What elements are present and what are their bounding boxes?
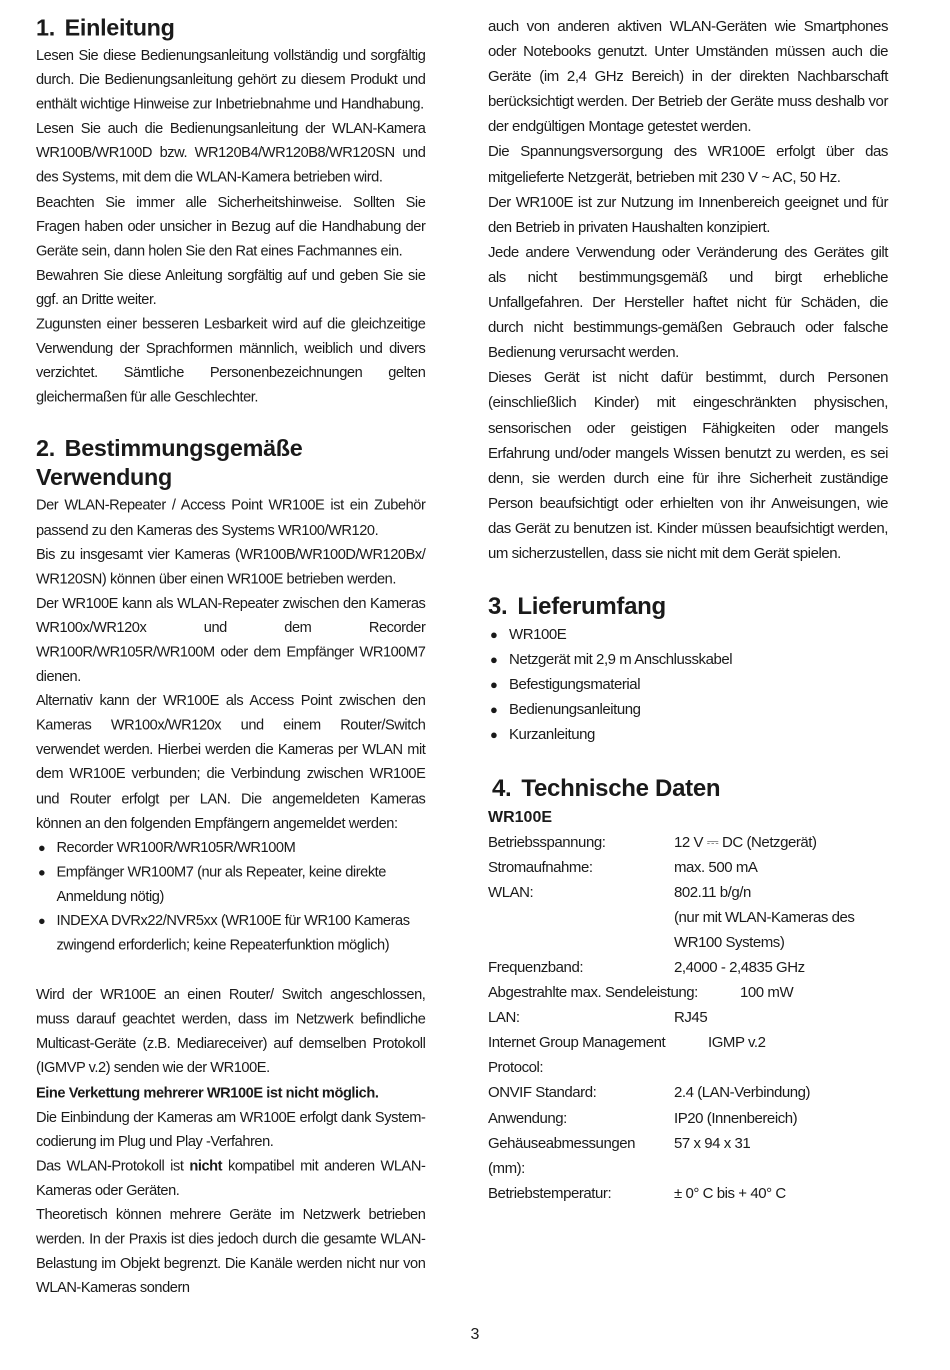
paragraph: Bis zu insgesamt vier Kameras (WR100B/WR100D/WR120Bx/ WR120SN) können über einen WR100E betrieben werden. <box>36 546 426 588</box>
bullet-icon: ● <box>490 627 498 643</box>
list-item: ● WR100E <box>488 622 888 647</box>
list-item: ● INDEXA DVRx22/NVR5xx (WR100E für WR100 Kameras zwingend erforderlich; keine Repeaterfunktion möglich) <box>36 909 425 958</box>
spec-label: Internet Group Management Protocol: <box>488 1034 666 1077</box>
spec-label: Betriebsspannung: <box>488 833 606 851</box>
section-heading-usage: 2. Bestimmungsgemäße Verwendung <box>36 435 303 492</box>
spec-value: RJ45 <box>674 1009 708 1027</box>
spec-row <box>488 1181 888 1206</box>
spec-row <box>488 855 888 880</box>
list-item: ● Recorder WR100R/WR105R/WR100M <box>36 835 425 859</box>
bullet-icon: ● <box>37 840 46 855</box>
spec-row <box>488 1106 888 1131</box>
spec-value: 12 V ⎓ DC (Netzgerät) <box>674 833 817 851</box>
list-item: ● Kurzanleitung <box>488 722 888 747</box>
receiver-list <box>36 835 425 957</box>
spec-label <box>488 905 674 930</box>
spec-label: Gehäuseabmessungen (mm): <box>488 1134 636 1177</box>
paragraph: Der WR100E ist zur Nutzung im Innenbereich geeignet und für den Betrieb in privaten Haushalten konzipiert. <box>488 193 888 236</box>
spec-value: ± 0° C bis + 40° C <box>674 1184 786 1202</box>
right-column <box>488 14 888 1206</box>
paragraph: Wird der WR100E an einen Router/ Switch angeschlossen, muss darauf geachtet werden, dass im Netzwerk befindliche Multicast-Geräte (z.B. Mediareceiver) auf demselben Protokoll (IGMVP v.2) senden wie der WR100E. <box>36 986 426 1077</box>
spec-value: 802.11 b/g/n <box>674 883 751 901</box>
spec-value: 2,4000 - 2,4835 GHz <box>674 959 805 976</box>
spec-row <box>488 1131 888 1181</box>
paragraph: Beachten Sie immer alle Sicherheitshinweise. Sollten Sie Fragen haben oder unsicher in Bezug auf die Handhabung der Geräte sein, dann holen Sie den Rat eines Fachmannes ein. <box>36 193 426 260</box>
spec-row <box>488 830 888 855</box>
section-heading-delivery: 3. Lieferumfang <box>488 593 666 621</box>
paragraph: Dieses Gerät ist nicht dafür bestimmt, durch Personen (einschließlich Kinder) mit eingeschränkten physischen, sensorischen oder geistigen Fähigkeiten oder mangels Erfahrung und/oder mangels Wissen benutzt zu werden, es sei denn, sie werden durch eine für ihre Sicherheit zuständige Person beaufsichtigt oder erhielten von ihr Anweisungen, wie das Gerät zu benutzen ist. Kinder müssen beaufsichtigt werden, um sicherzustellen, dass sie nicht mit dem Gerät spielen. <box>488 369 888 562</box>
bullet-icon: ● <box>37 864 46 880</box>
bullet-icon: ● <box>490 652 498 668</box>
paragraph: Das WLAN-Protokoll ist nicht kompatibel mit anderen WLAN-Kameras oder Geräten. <box>36 1157 426 1199</box>
paragraph: Lesen Sie auch die Bedienungsanleitung der WLAN-Kamera WR100B/WR100D bzw. WR120B4/WR120B8/WR120SN und des Systems, mit dem die WLAN-Kamera betrieben wird. <box>36 120 426 186</box>
spec-row <box>488 1030 888 1080</box>
list-item: ● Bedienungsanleitung <box>488 697 888 722</box>
bullet-icon: ● <box>490 727 498 743</box>
list-item: ● Empfänger WR100M7 (nur als Repeater, keine direkte Anmeldung nötig) <box>36 860 425 909</box>
paragraph-continued: auch von anderen aktiven WLAN-Geräten wie Smartphones oder Notebooks genutzt. Unter Umständen müssen auch die Geräte (im 2,4 GHz Bereich) in der direkten Nachbarschaft berücksichtigt werden. Der Betrieb der Geräte muss deshalb vor der endgültigen Montage getestet werden. <box>488 18 888 136</box>
paragraph: Die Spannungsversorgung des WR100E erfolgt über das mitgelieferte Netzgerät, betrieben mit 230 V ~ AC, 50 Hz. <box>488 143 888 186</box>
spec-row <box>488 905 888 930</box>
spec-row <box>488 880 888 905</box>
spec-value: IGMP v.2 <box>708 1034 766 1052</box>
list-item: ● Befestigungsmaterial <box>488 672 888 697</box>
spec-label <box>488 930 674 955</box>
bullet-icon: ● <box>490 702 498 718</box>
paragraph: Lesen Sie diese Bedienungsanleitung vollständig und sorgfältig durch. Die Bedienungsanleitung gehört zu diesem Produkt und enthält wichtige Hinweise zur Inbetriebnahme und Handhabung. <box>36 47 426 113</box>
bullet-icon: ● <box>490 677 498 693</box>
spec-value: IP20 (Innenbereich) <box>674 1109 798 1127</box>
spec-value: max. 500 mA <box>674 858 758 876</box>
spec-row <box>488 1005 888 1030</box>
spec-label: Abgestrahlte max. Sendeleistung: <box>488 984 698 1002</box>
section-heading-specs: 4. Technische Daten <box>492 774 721 802</box>
spec-label: WLAN: <box>488 883 534 901</box>
spec-label: ONVIF Standard: <box>488 1084 597 1102</box>
spec-value: 57 x 94 x 31 <box>674 1134 751 1152</box>
spec-row <box>488 1080 888 1105</box>
list-item: ● Netzgerät mit 2,9 m Anschlusskabel <box>488 647 888 672</box>
paragraph: Zugunsten einer besseren Lesbarkeit wird auf die gleichzeitige Verwendung der Sprachformen männlich, weiblich und divers verzichtet. Sämtliche Personenbezeichnungen gelten gleichermaßen für alle Geschlechter. <box>36 315 426 406</box>
page-number: 3 <box>470 1326 480 1343</box>
spec-row <box>488 930 888 955</box>
bullet-icon: ● <box>37 913 46 929</box>
spec-value: (nur mit WLAN-Kameras des <box>674 908 855 926</box>
spec-row <box>488 955 888 980</box>
spec-value: 2.4 (LAN-Verbindung) <box>674 1084 811 1102</box>
paragraph: Bewahren Sie diese Anleitung sorgfältig auf und geben Sie sie ggf. an Dritte weiter. <box>36 266 426 308</box>
spec-label: LAN: <box>488 1009 520 1027</box>
spec-value: WR100 Systems) <box>674 933 785 951</box>
paragraph: Der WLAN-Repeater / Access Point WR100E ist ein Zubehör passend zu den Kameras des Systems WR100/WR120. <box>36 497 426 539</box>
spec-model: WR100E <box>488 808 553 826</box>
section-heading-intro: 1. Einleitung <box>36 14 175 42</box>
paragraph: Jede andere Verwendung oder Veränderung des Gerätes gilt als nicht bestimmungsgemäß und birgt erhebliche Unfallgefahren. Der Hersteller haftet nicht für Schäden, die durch nicht bestimmungs-gemäßen Gebrauch oder falsche Bedienung verursacht werden. <box>488 243 888 362</box>
spec-value: 100 mW <box>740 984 794 1002</box>
paragraph: Alternativ kann der WR100E als Access Point zwischen den Kameras WR100x/WR120x und einem Router/Switch verwendet werden. Hierbei werden die Kameras per WLAN mit dem WR100E verbunden; die Verbindung zwischen WR100E und Router erfolgt per LAN. Die angemeldeten Kameras können an den folgenden Empfängern angemeldet werden: <box>36 692 426 832</box>
spec-label: Stromaufnahme: <box>488 858 593 876</box>
paragraph: Theoretisch können mehrere Geräte im Netzwerk betrieben werden. In der Praxis ist dies jedoch durch die gesamte WLAN-Belastung im Objekt begrenzt. Die Kanäle werden nicht nur von WLAN-Kameras sondern <box>36 1206 426 1297</box>
delivery-list <box>488 622 888 747</box>
spec-label: Betriebstemperatur: <box>488 1184 612 1202</box>
paragraph: Die Einbindung der Kameras am WR100E erfolgt dank System-codierung im Plug und Play -Verfahren. <box>36 1108 426 1150</box>
spec-label: Anwendung: <box>488 1109 567 1127</box>
spec-label: Frequenzband: <box>488 959 584 976</box>
spec-row <box>488 980 888 1005</box>
left-column <box>36 14 425 1300</box>
paragraph: Der WR100E kann als WLAN-Repeater zwischen den Kameras WR100x/WR120x und dem Recorder WR100R/WR105R/WR100M oder dem Empfänger WR100M7 dienen. <box>36 594 426 685</box>
spec-table <box>488 830 888 1206</box>
bold-notice: Eine Verkettung mehrerer WR100E ist nicht möglich. <box>36 1084 379 1101</box>
